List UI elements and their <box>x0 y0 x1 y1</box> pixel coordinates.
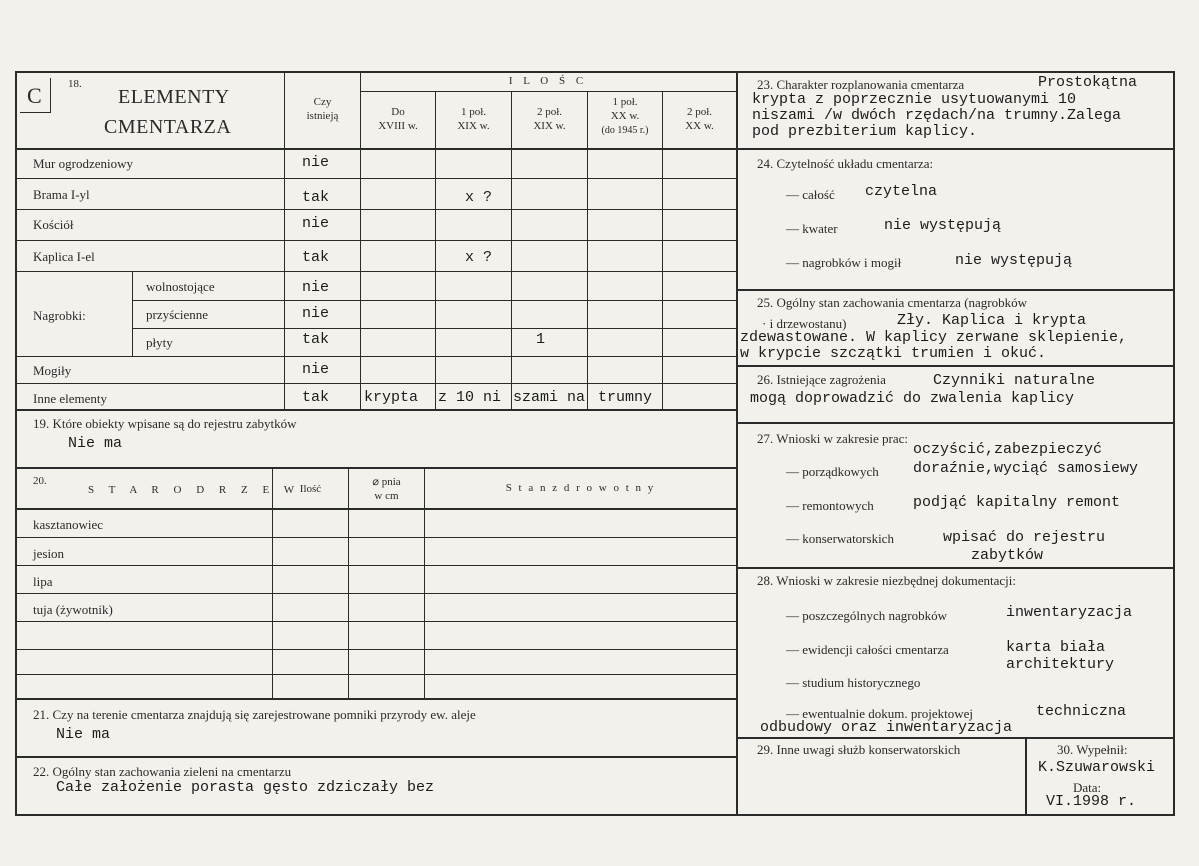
nag-label-plyty: płyty <box>146 335 173 350</box>
s18-num: 18. <box>68 78 82 90</box>
s27-porzadkowych-value-2: doraźnie,wyciąć samosiewy <box>913 460 1139 477</box>
s27-porzadkowych-label: — porządkowych <box>786 464 879 479</box>
section-letter: C <box>27 83 42 108</box>
s22-label: 22. Ogólny stan zachowania zieleni na cmentarzu <box>33 764 292 779</box>
s20-row-sep <box>15 674 737 675</box>
nagrobki-v <box>132 272 133 356</box>
s23-bottom <box>736 148 1175 150</box>
nag-value-wolnostojace: nie <box>302 279 330 296</box>
s20-col-ilosc: Ilość <box>299 483 322 495</box>
s30-data-label: Data: <box>1073 780 1102 795</box>
s30-name: K.Szuwarowski <box>1038 759 1156 776</box>
row-label-brama: Brama I-yl <box>33 187 90 202</box>
s18-v6 <box>662 91 663 411</box>
inne-cell-3: szami na <box>513 389 586 406</box>
s24-nagrobkow-label: — nagrobków i mogił <box>786 255 902 270</box>
nag-value-przyscienne: nie <box>302 305 330 322</box>
ilosc-header: I L O Ś C <box>508 75 588 87</box>
s28-ewidencji-value-1: karta biała <box>1006 639 1106 656</box>
s18-v3 <box>435 91 436 411</box>
s28-projektowej-value-1: techniczna <box>1036 703 1127 720</box>
s25-bottom <box>736 365 1175 367</box>
s21-bottom <box>15 756 737 758</box>
s26-value-1: Czynniki naturalne <box>933 372 1096 389</box>
row-sep <box>132 300 737 301</box>
s24-nagrobkow-value: nie występują <box>955 252 1073 269</box>
row-value-brama: tak <box>302 189 330 206</box>
col-do-2: XVIII w. <box>378 120 418 132</box>
frame-right <box>1173 71 1175 816</box>
s27-label: 27. Wnioski w zakresie prac: <box>757 431 909 446</box>
row-value-kaplica: tak <box>302 249 330 266</box>
s27-konserwatorskich-value-2: zabytków <box>971 547 1044 564</box>
col-2xix-2: XIX w. <box>533 120 566 132</box>
s23-line-1: Prostokątna <box>1038 74 1138 91</box>
s21-value: Nie ma <box>56 726 111 743</box>
s24-calosc-value: czytelna <box>865 183 938 200</box>
mogily-label: Mogiły <box>33 363 72 378</box>
s20-bottom <box>15 698 737 700</box>
col-1xix-2: XIX w. <box>457 120 490 132</box>
s27-bottom <box>736 567 1175 569</box>
s18-v1 <box>284 71 285 411</box>
inne-label: Inne elementy <box>33 391 107 406</box>
czy-istnieja-2: istnieją <box>306 110 339 122</box>
s20-title: S T A R O D R Z E W <box>88 484 301 496</box>
row-value-mur: nie <box>302 154 330 171</box>
nag-value-plyty: tak <box>302 331 330 348</box>
row-sep <box>15 383 737 384</box>
s20-col-stan: S t a n z d r o w o t n y <box>505 482 656 494</box>
s19-label: 19. Które obiekty wpisane są do rejestru zabytków <box>33 416 297 431</box>
s27-porzadkowych-value-1: oczyścić,zabezpieczyć <box>913 441 1103 458</box>
s20-row-sep <box>15 565 737 566</box>
ilosc-line <box>360 91 737 92</box>
s28-nagrobkow-label: — poszczególnych nagrobków <box>786 608 948 623</box>
s20-header-line <box>15 508 737 510</box>
row-sep <box>132 328 737 329</box>
s23-line-4: pod prezbiterium kaplicy. <box>752 123 978 140</box>
row-sep <box>15 271 737 272</box>
s18-v5 <box>587 91 588 411</box>
tree-row-label: jesion <box>33 546 65 561</box>
s26-bottom <box>736 422 1175 424</box>
s27-konserwatorskich-value-1: wpisać do rejestru <box>943 529 1106 546</box>
row-sep <box>15 240 737 241</box>
col-1xx-1: 1 poł. <box>612 96 638 108</box>
s24-kwater-value: nie występują <box>884 217 1002 234</box>
row-mark-brama: x ? <box>465 189 493 206</box>
s28-projektowej-value-2: odbudowy oraz inwentaryzacja <box>760 719 1013 736</box>
s29-s30-divider <box>1025 737 1027 815</box>
s30-date: VI.1998 r. <box>1046 793 1137 810</box>
s18-title-2: CMENTARZA <box>104 116 232 138</box>
s24-kwater-label: — kwater <box>786 221 838 236</box>
s28-ewidencji-value-2: architektury <box>1006 656 1115 673</box>
s23-line-3: niszami /w dwóch rzędach/na trumny.Zalega <box>752 107 1122 124</box>
row-label-kaplica: Kaplica I-el <box>33 249 95 264</box>
s27-remontowych-value: podjąć kapitalny remont <box>913 494 1121 511</box>
s20-v3 <box>424 468 425 700</box>
nag-label-przyscienne: przyścienne <box>146 307 209 322</box>
tree-row-label: lipa <box>33 574 53 589</box>
s25-label-1: 25. Ogólny stan zachowania cmentarza (nagrobków <box>757 295 1028 310</box>
s26-label: 26. Istniejące zagrożenia <box>757 372 886 387</box>
s27-remontowych-label: — remontowych <box>786 498 874 513</box>
inne-cell-1: krypta <box>364 389 419 406</box>
nagrobki-label: Nagrobki: <box>33 308 86 323</box>
s21-label: 21. Czy na terenie cmentarza znajdują się zarejestrowane pomniki przyrody ew. aleje <box>33 707 476 722</box>
s30-label: 30. Wypełnił: <box>1057 742 1128 757</box>
s20-row-sep <box>15 593 737 594</box>
col-2xx-2: XX w. <box>685 120 714 132</box>
s20-v1 <box>272 468 273 700</box>
s24-label: 24. Czytelność układu cmentarza: <box>757 156 934 171</box>
s28-nagrobkow-value: inwentaryzacja <box>1006 604 1133 621</box>
s20-col-pnia-2: w cm <box>374 490 399 502</box>
row-sep <box>15 356 737 357</box>
inne-value: tak <box>302 389 330 406</box>
inne-cell-2: z 10 ni <box>438 389 502 406</box>
s20-row-sep <box>15 621 737 622</box>
col-1xx-2: XX w. <box>610 110 640 122</box>
col-2xx-1: 2 poł. <box>686 106 713 118</box>
s28-label: 28. Wnioski w zakresie niezbędnej dokumentacji: <box>757 573 1016 588</box>
mogily-value: nie <box>302 361 330 378</box>
frame-bottom <box>15 814 1175 816</box>
tree-row-label: tuja (żywotnik) <box>33 602 113 617</box>
s26-value-2: mogą doprowadzić do zwalenia kaplicy <box>750 390 1075 407</box>
s28-studium-label: — studium historycznego <box>786 675 921 690</box>
frame-top <box>15 71 1175 73</box>
s25-value-1: Zły. Kaplica i krypta <box>897 312 1087 329</box>
frame-left <box>15 71 17 816</box>
s28-projektowej-label: — ewentualnie dokum. projektowej <box>786 706 974 721</box>
row-value-kosciol: nie <box>302 215 330 232</box>
s18-v4 <box>511 91 512 411</box>
col-do-1: Do <box>391 106 405 118</box>
nag-label-wolnostojace: wolnostojące <box>146 279 215 294</box>
row-sep <box>15 178 737 179</box>
nag-mark-plyty: 1 <box>536 331 546 348</box>
tree-row-label: kasztanowiec <box>33 517 104 532</box>
row-label-kosciol: Kościół <box>33 217 74 232</box>
s28-bottom <box>736 737 1175 739</box>
row-label-mur: Mur ogrodzeniowy <box>33 156 134 171</box>
s22-value: Całe założenie porasta gęsto zdziczały bez <box>56 779 435 796</box>
s20-num: 20. <box>33 475 47 487</box>
s24-bottom <box>736 289 1175 291</box>
s20-row-sep <box>15 649 737 650</box>
col-1xx-3: (do 1945 r.) <box>601 125 649 136</box>
s23-line-2: krypta z poprzecznie usytuowanymi 10 <box>752 91 1077 108</box>
s18-header-line <box>15 148 737 150</box>
s18-title-1: ELEMENTY <box>118 86 230 108</box>
row-sep <box>15 209 737 210</box>
inne-cell-4: trumny <box>598 389 653 406</box>
center-divider <box>736 71 738 816</box>
s28-ewidencji-label: — ewidencji całości cmentarza <box>786 642 949 657</box>
czy-istnieja-1: Czy <box>313 96 332 108</box>
s20-v2 <box>348 468 349 700</box>
s18-bottom <box>15 409 737 411</box>
s25-value-2: zdewastowane. W kaplicy zerwane sklepienie, <box>740 329 1128 346</box>
s27-konserwatorskich-label: — konserwatorskich <box>786 531 894 546</box>
s19-bottom <box>15 467 737 469</box>
s25-value-3: w krypcie szczątki trumien i okuć. <box>740 345 1047 362</box>
row-mark-kaplica: x ? <box>465 249 493 266</box>
s23-label: 23. Charakter rozplanowania cmentarza <box>757 77 965 92</box>
s20-row-sep <box>15 537 737 538</box>
s29-label: 29. Inne uwagi służb konserwatorskich <box>757 742 961 757</box>
col-2xix-1: 2 poł. <box>536 106 563 118</box>
s25-label-2: · i drzewostanu) <box>762 316 847 331</box>
s19-value: Nie ma <box>68 435 123 452</box>
s24-calosc-label: — całość <box>786 187 835 202</box>
col-1xix-1: 1 poł. <box>460 106 487 118</box>
s20-col-pnia-1: ⌀ pnia <box>372 476 401 488</box>
